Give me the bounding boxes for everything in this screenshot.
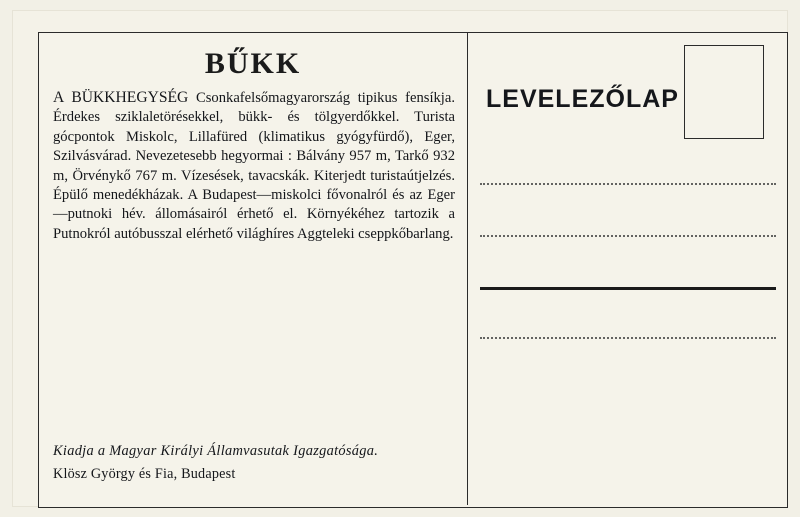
address-line-solid <box>480 287 776 290</box>
imprint-block <box>53 443 453 483</box>
address-line-dotted <box>480 235 776 238</box>
postcard-label: LEVELEZŐLAP <box>486 85 679 113</box>
description-block <box>53 88 455 244</box>
printer-line: Klösz György és Fia, Budapest <box>53 466 236 482</box>
address-line-dotted <box>480 183 776 186</box>
publisher-line: Kiadja a Magyar Királyi Államvasutak Igazgatósága. <box>53 443 379 459</box>
address-side <box>468 33 786 505</box>
address-lines <box>480 183 776 340</box>
description-lead: A BÜKKHEGYSÉG <box>53 89 189 106</box>
stamp-box <box>684 45 764 139</box>
postcard-paper <box>12 10 788 507</box>
address-line-dotted <box>480 337 776 340</box>
description-body: Csonkafelsőmagyarország tipikus fensíkja. Érdekes sziklaletörésekkel, bükk- és tölgyerdőkkel. Turista gócpontok Miskolc, Lillafüred (klimatikus gyógyfürdő), Eger, Szilvásvárad. Nevezetesebb hegyormai : Bálvány 957 m, Tarkő 932 m, Örvénykő 767 m. Vízesések, tavacskák. Kiterjedt turistaútjelzés. Épülő menedékházak. A Budapest—miskolci fővonalról és az Eger—putnoki hév. állomásairól érhető el. Környékéhez tartozik a Putnokról autóbusszal elérhető világhíres Aggteleki cseppkőbarlang. <box>53 90 455 242</box>
message-side <box>39 33 467 505</box>
page-title: BŰKK <box>204 47 302 80</box>
